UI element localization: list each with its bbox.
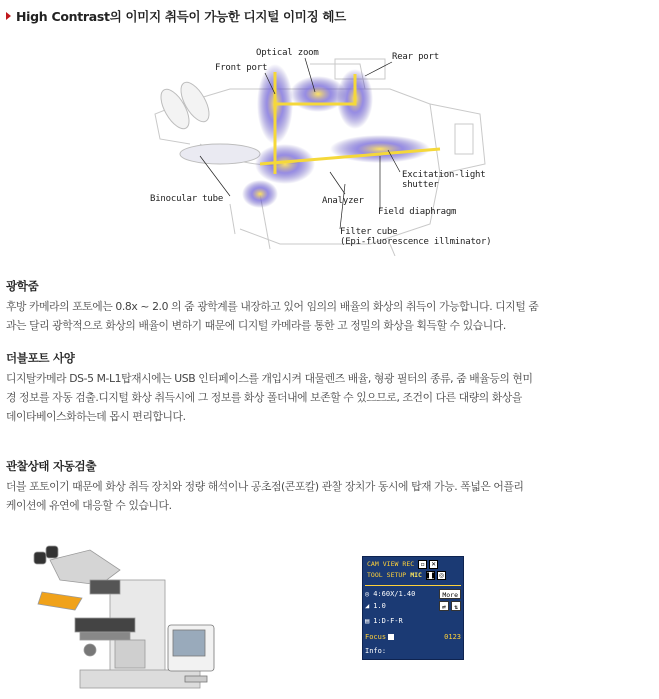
label-optical-zoom: Optical zoom <box>256 48 319 58</box>
body-line: 데이타베이스화하는데 몹시 편리합니다. <box>6 410 186 423</box>
page-title: High Contrast의 이미지 취득이 가능한 디지털 이미징 헤드 <box>16 9 346 24</box>
tab-rec[interactable]: REC <box>402 560 415 568</box>
swap-icon[interactable]: ⇄ <box>439 601 449 611</box>
section-body <box>6 369 654 426</box>
tab-setup[interactable]: SETUP <box>386 571 407 579</box>
body-line: 케이션에 유연에 대응할 수 있습니다. <box>6 499 172 512</box>
refresh-icon[interactable]: ◎ <box>438 572 445 579</box>
tab-view[interactable]: VIEW <box>382 560 399 568</box>
objective-icon: ◎ <box>365 590 370 598</box>
label-epi-fluorescence: (Epi-fluorescence illminator) <box>340 237 492 247</box>
section-auto-detection <box>6 458 654 515</box>
filter-row <box>365 617 461 625</box>
zoom-icon: ◢ <box>365 602 370 610</box>
body-line: 경 정보를 자동 검출.디지털 화상 취득시에 그 정보를 화상 폴더내에 보존할 수 있으므로, 조건이 다른 대량의 화상을 <box>6 391 522 404</box>
section-body <box>6 477 654 515</box>
page-header <box>6 7 346 25</box>
filter-icon: ▤ <box>365 617 370 625</box>
bullet-arrow-icon <box>6 12 11 20</box>
label-filter-cube: Filter cube <box>340 227 398 237</box>
camera-control-panel <box>362 556 464 660</box>
close-icon[interactable]: ✕ <box>431 561 437 568</box>
focus-label: Focus <box>365 633 387 641</box>
adjust-icon[interactable]: ⇅ <box>451 601 461 611</box>
section-optical-zoom <box>6 278 654 335</box>
tab-cam[interactable]: CAM <box>367 560 379 568</box>
section-double-port <box>6 350 654 426</box>
focus-row <box>365 633 461 641</box>
label-rear-port: Rear port <box>392 52 439 62</box>
focus-value: 0123 <box>444 633 461 641</box>
pause-icon[interactable]: ❚❚ <box>425 572 436 579</box>
panel-tab-row <box>365 571 461 580</box>
info-label: Info: <box>365 647 387 655</box>
filter-value: 1:D-F-R <box>373 617 403 625</box>
objective-value: 4:60X/1.40 <box>373 590 416 598</box>
tab-mic[interactable]: MIC <box>410 571 422 579</box>
label-front-port: Front port <box>215 63 268 73</box>
label-excitation-light: Excitation-light <box>402 170 486 180</box>
microscope-photo <box>20 540 220 690</box>
section-title: 더블포트 사양 <box>6 351 75 365</box>
label-analyzer: Analyzer <box>322 196 364 206</box>
section-body <box>6 297 654 335</box>
panel-tab-row <box>365 560 461 569</box>
window-icon[interactable]: ▫ <box>418 560 427 569</box>
optical-path-diagram <box>140 44 510 256</box>
body-line: 과는 달리 광학적으로 화상의 배율이 변하기 때문에 디지털 카메라를 통한 고 정밀의 화상을 획득할 수 있습니다. <box>6 319 506 332</box>
zoom-value: 1.0 <box>373 602 386 610</box>
focus-slider[interactable] <box>388 634 394 640</box>
microscope-optics-illustration <box>140 44 510 256</box>
info-row <box>365 647 461 655</box>
body-line: 후방 카메라의 포토에는 0.8x ~ 2.0 의 줌 광학계를 내장하고 있어 임의의 배율의 화상의 취득이 가능합니다. 디지털 줌 <box>6 300 539 313</box>
label-binocular-tube: Binocular tube <box>150 194 224 204</box>
more-button[interactable]: More <box>439 589 461 599</box>
section-title: 광학줌 <box>6 279 39 293</box>
tab-tool[interactable]: TOOL <box>367 571 383 579</box>
body-line: 디지탈카메라 DS-5 M-L1탑재시에는 USB 인터페이스를 개입시켜 대물렌즈 배율, 형광 필터의 종류, 줌 배율등의 현미 <box>6 372 533 385</box>
label-shutter: shutter <box>402 180 439 190</box>
zoom-row <box>365 601 461 611</box>
section-title: 관찰상태 자동검출 <box>6 459 97 473</box>
objective-row <box>365 585 461 599</box>
label-field-diaphragm: Field diaphragm <box>378 207 457 217</box>
body-line: 더블 포토이기 때문에 화상 취득 장치와 정량 해석이나 공초점(콘포칼) 관찰 장치가 동시에 탑재 가능. 폭넓은 어플리 <box>6 480 524 493</box>
